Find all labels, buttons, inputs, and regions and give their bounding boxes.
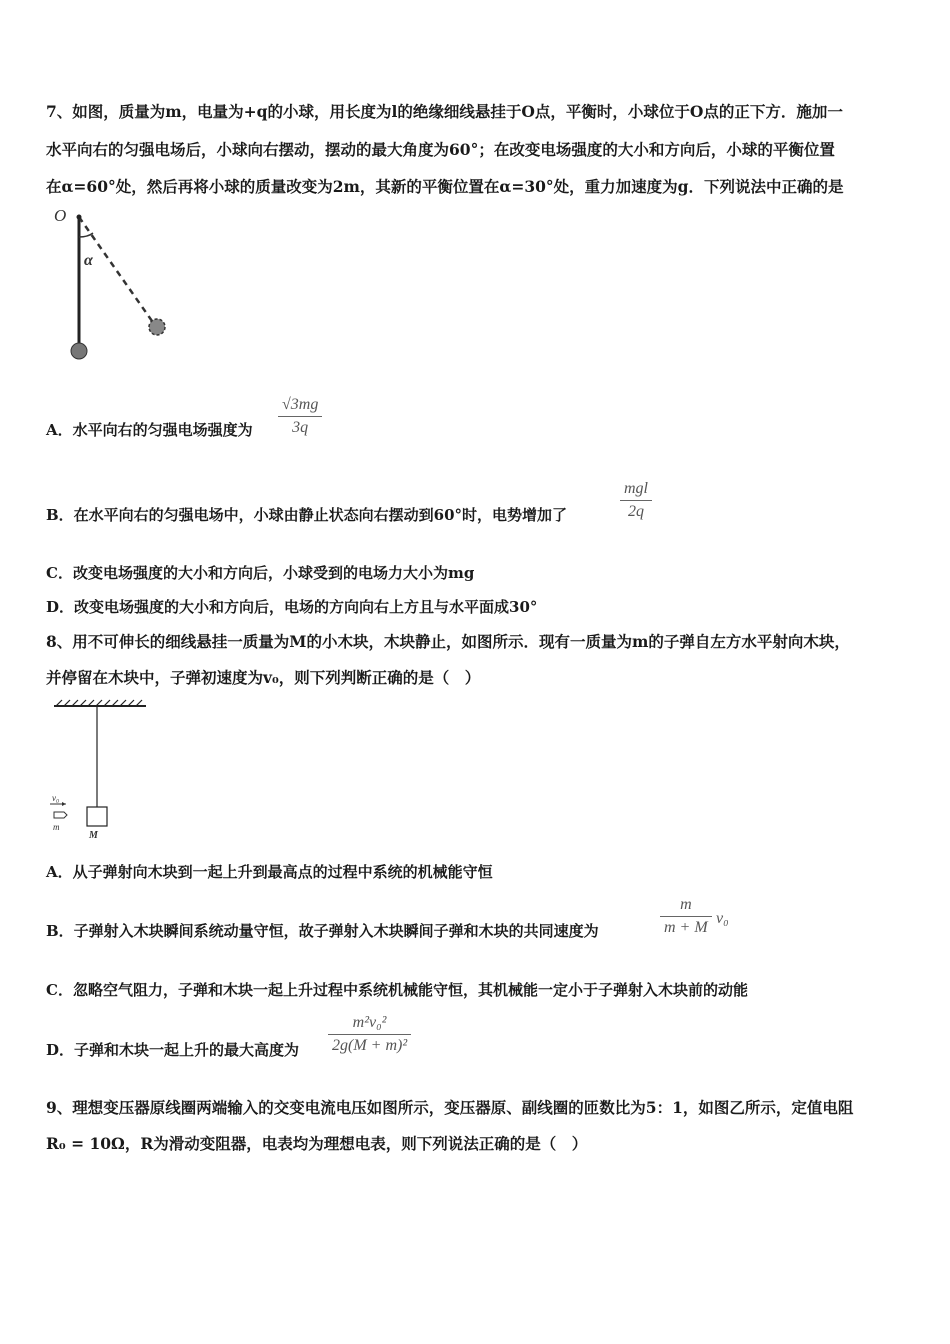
q8-d-denominator: 2g(M + m)² — [332, 1037, 408, 1054]
q7-a-numerator: √3mg — [282, 396, 319, 413]
q8-d-numerator: m²v₀² — [352, 1014, 387, 1031]
q7-a-denominator: 3q — [292, 419, 309, 436]
q8-option-d-fraction — [328, 1014, 411, 1055]
q7-option-b-fraction — [620, 480, 652, 521]
q8-line-2: 并停留在木块中，子弹初速度为v₀，则下列判断正确的是（ ） — [46, 668, 481, 687]
q8-option-d: D．子弹和木块一起上升的最大高度为 — [46, 1041, 300, 1059]
label-M: M — [89, 830, 98, 841]
label-v0: v₀ — [52, 793, 60, 803]
label-alpha: α — [84, 252, 93, 269]
q7-option-a-fraction — [278, 396, 322, 437]
wood-block — [87, 807, 107, 826]
bullet-icon — [54, 812, 67, 818]
q7-option-b: B．在水平向右的匀强电场中，小球由静止状态向右摆动到60°时，电势增加了 — [46, 506, 568, 524]
pivot-point — [77, 215, 82, 220]
q8-option-c: C．忽略空气阻力，子弹和木块一起上升过程中系统机械能守恒，其机械能一定小于子弹射入木块前的动能 — [46, 981, 748, 999]
ball-deflected — [149, 319, 165, 335]
arrow-head-icon — [62, 802, 66, 806]
angle-arc — [79, 233, 93, 237]
fraction-bar — [620, 500, 652, 501]
q7-b-numerator: mgl — [624, 480, 648, 497]
fraction-bar — [278, 416, 322, 417]
q8-b-numerator: m — [680, 896, 692, 913]
q7-option-a: A．水平向右的匀强电场强度为 — [46, 421, 253, 439]
block-pendulum-figure — [46, 696, 156, 846]
q7-b-denominator: 2q — [628, 503, 644, 520]
q8-option-b-velocity: v₀ — [716, 910, 729, 927]
q8-line-1: 8、用不可伸长的细线悬挂一质量为M的小木块，木块静止，如图所示．现有一质量为m的子弹自左方水平射向木块， — [46, 632, 850, 651]
label-m: m — [53, 822, 60, 832]
fraction-bar — [660, 916, 712, 917]
deflected-string — [79, 217, 152, 321]
q8-option-b-fraction — [660, 896, 712, 937]
label-O: O — [54, 206, 67, 225]
pendulum-figure — [46, 205, 176, 365]
fraction-bar — [328, 1034, 411, 1035]
ball-vertical — [71, 343, 87, 359]
q7-line-3: 在α=60°处，然后再将小球的质量改变为2m，其新的平衡位置在α=30°处，重力加速度为g．下列说法中正确的是 — [46, 177, 844, 196]
q7-line-2: 水平向右的匀强电场后，小球向右摆动，摆动的最大角度为60°；在改变电场强度的大小和方向后，小球的平衡位置 — [46, 140, 835, 159]
q7-option-c: C．改变电场强度的大小和方向后，小球受到的电场力大小为mg — [46, 564, 475, 582]
q8-b-denominator: m + M — [664, 919, 708, 936]
q7-line-1: 7、如图，质量为m，电量为+q的小球，用长度为l的绝缘细线悬挂于O点，平衡时，小球位于O点的正下方．施加一 — [46, 102, 843, 121]
q8-option-a: A．从子弹射向木块到一起上升到最高点的过程中系统的机械能守恒 — [46, 863, 493, 881]
q9-line-1: 9、理想变压器原线圈两端输入的交变电流电压如图所示，变压器原、副线圈的匝数比为5：1，如图乙所示，定值电阻 — [46, 1098, 854, 1117]
q8-option-b: B．子弹射入木块瞬间系统动量守恒，故子弹射入木块瞬间子弹和木块的共同速度为 — [46, 922, 599, 940]
q9-line-2: R₀ = 10Ω，R为滑动变阻器，电表均为理想电表，则下列说法正确的是（ ） — [46, 1134, 588, 1153]
q7-option-d: D．改变电场强度的大小和方向后，电场的方向向右上方且与水平面成30° — [46, 598, 538, 616]
